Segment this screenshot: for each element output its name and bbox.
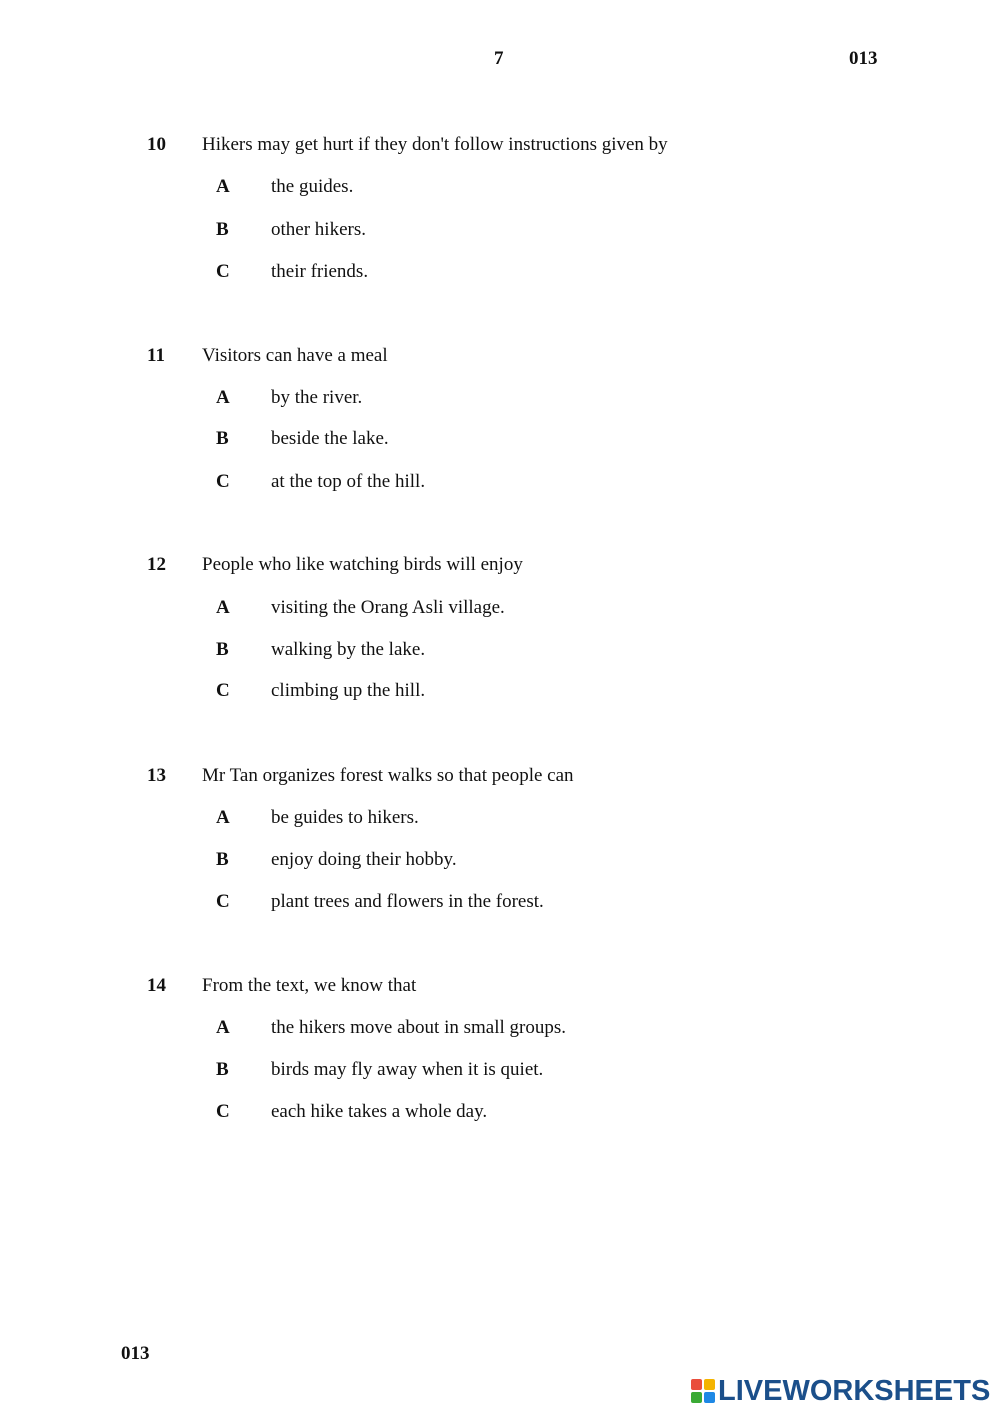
option-text: visiting the Orang Asli village.	[271, 597, 505, 618]
option-text: plant trees and flowers in the forest.	[271, 891, 544, 912]
brand-name: LIVEWORKSHEETS	[718, 1375, 991, 1407]
option-text: other hikers.	[271, 219, 366, 240]
option-letter: C	[216, 1101, 230, 1122]
option-text: the hikers move about in small groups.	[271, 1017, 566, 1038]
question-number: 14	[147, 975, 166, 996]
option-letter: C	[216, 471, 230, 492]
option-letter: C	[216, 261, 230, 282]
option-letter: B	[216, 639, 229, 660]
question-stem: Mr Tan organizes forest walks so that people can	[202, 765, 574, 786]
paper-code-header: 013	[849, 48, 878, 69]
option-text: beside the lake.	[271, 428, 389, 449]
question-number: 12	[147, 554, 166, 575]
option-letter: A	[216, 176, 230, 197]
liveworksheets-logo-icon	[691, 1379, 715, 1403]
question-stem: From the text, we know that	[202, 975, 417, 996]
option-text: the guides.	[271, 176, 354, 197]
paper-code-footer: 013	[121, 1343, 150, 1364]
option-text: enjoy doing their hobby.	[271, 849, 457, 870]
option-text: climbing up the hill.	[271, 680, 426, 701]
option-text: each hike takes a whole day.	[271, 1101, 488, 1122]
option-letter: C	[216, 891, 230, 912]
option-letter: B	[216, 849, 229, 870]
question-stem: People who like watching birds will enjoy	[202, 554, 523, 575]
option-letter: B	[216, 1059, 229, 1080]
question-number: 10	[147, 134, 166, 155]
option-text: their friends.	[271, 261, 369, 282]
option-letter: A	[216, 807, 230, 828]
liveworksheets-brand[interactable]	[691, 1375, 990, 1407]
option-text: birds may fly away when it is quiet.	[271, 1059, 544, 1080]
option-letter: A	[216, 597, 230, 618]
option-letter: C	[216, 680, 230, 701]
option-text: by the river.	[271, 387, 363, 408]
page-number: 7	[494, 48, 504, 69]
question-number: 13	[147, 765, 166, 786]
option-letter: A	[216, 387, 230, 408]
question-number: 11	[147, 345, 165, 366]
option-text: walking by the lake.	[271, 639, 426, 660]
option-text: at the top of the hill.	[271, 471, 426, 492]
option-letter: B	[216, 428, 229, 449]
question-stem: Visitors can have a meal	[202, 345, 388, 366]
question-stem: Hikers may get hurt if they don't follow instructions given by	[202, 134, 668, 155]
option-letter: A	[216, 1017, 230, 1038]
option-text: be guides to hikers.	[271, 807, 419, 828]
option-letter: B	[216, 219, 229, 240]
